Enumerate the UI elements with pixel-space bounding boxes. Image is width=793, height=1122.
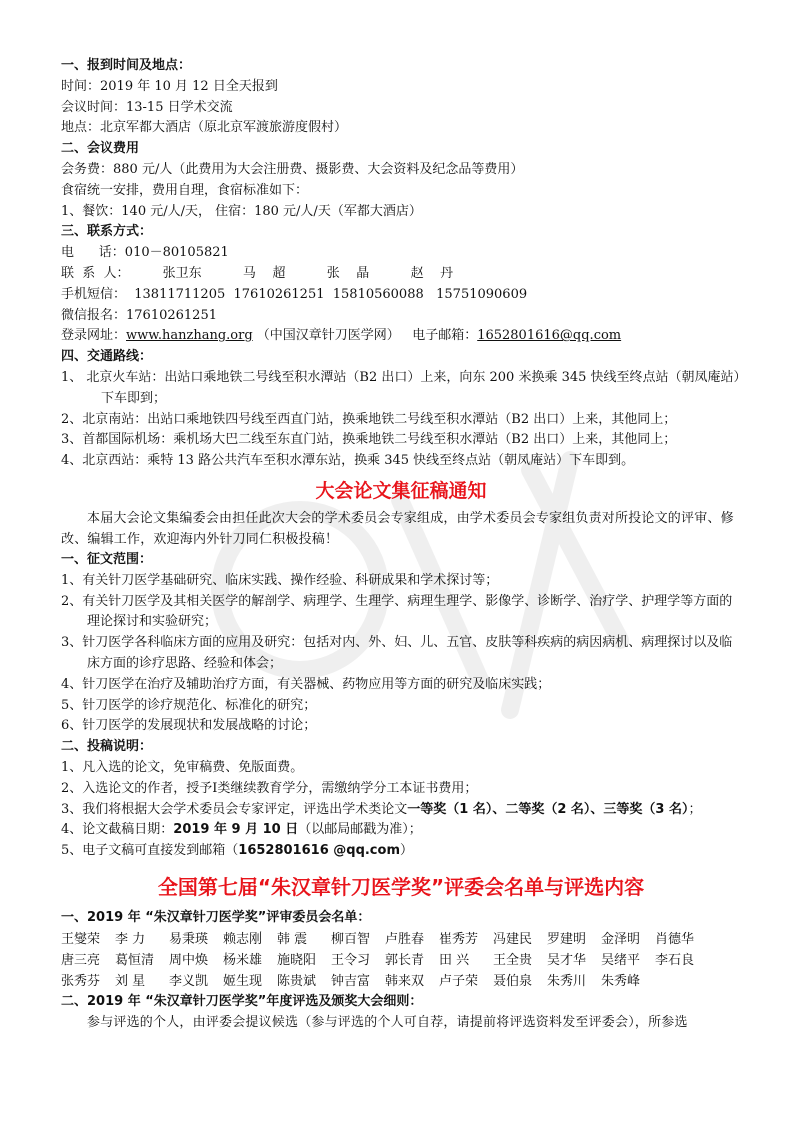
- route-item: 4、北京西站：乘特 13 路公共汽车至积水潭东站，换乘 345 快线至终点站（朝凤庵站）下车即到。: [61, 453, 635, 469]
- award-title: 全国第七届“朱汉章针刀医学奖”评委会名单与评选内容: [157, 874, 645, 899]
- submit-3-suffix: ；: [688, 801, 702, 817]
- section4-heading: 四、交通路线：: [61, 349, 153, 365]
- member-name: 罗建明: [547, 931, 587, 947]
- venue: 地点：北京军都大酒店（原北京军渡旅游度假村）: [61, 120, 348, 136]
- notice-intro: 本届大会论文集编委会由担任此次大会的学术委员会专家组成，由学术委员会专家组负责对所投论文的评审、修改、编辑工作，欢迎海内外针刀同仁积极投稿！: [61, 510, 734, 547]
- submit-item-deadline: [61, 820, 741, 841]
- website-link[interactable]: www.hanzhang.org: [126, 328, 253, 344]
- checkin-time: 时间：2019 年 10 月 12 日全天报到: [61, 78, 278, 94]
- member-name: 聂伯泉: [493, 973, 533, 989]
- member-name: 朱秀峰: [601, 973, 641, 989]
- website-note: （中国汉章针刀医学网） 电子邮箱：: [256, 328, 478, 344]
- section3-heading: 三、联系方式：: [61, 224, 153, 240]
- website-line: [61, 326, 741, 347]
- scope-item: 6、针刀医学的发展现状和发展战略的讨论；: [61, 718, 317, 734]
- member-name: 杨米雄: [223, 952, 263, 968]
- member-name: 卢子荣: [439, 973, 479, 989]
- submit-item: 2、入选论文的作者，授予Ⅰ类继续教育学分，需缴纳学分工本证书费用；: [61, 780, 478, 796]
- member-name: 田 兴: [439, 952, 470, 968]
- phone-line: 电 话：010－80105821: [61, 245, 229, 261]
- email-link[interactable]: 1652801616@qq.com: [477, 328, 622, 344]
- sms-line: 手机短信： 13811711205 17610261251 15810560088 15751090609: [61, 286, 528, 302]
- section1-heading: 一、报到时间及地点：: [61, 58, 192, 73]
- member-name: 冯建民: [493, 931, 533, 947]
- member-name: 赖志刚: [223, 931, 263, 947]
- submit-item: 1、凡入选的论文，免审稿费、免版面费。: [61, 759, 304, 775]
- member-name: 金泽明: [601, 931, 641, 947]
- member-name: 韩 震: [277, 931, 308, 947]
- member-name: 葛恒清: [115, 952, 155, 968]
- contacts-line: 联 系 人： 张卫东 马 超 张 晶 赵 丹: [61, 265, 454, 281]
- committee-heading: 一、2019 年 “朱汉章针刀医学奖”评审委员会名单：: [61, 909, 371, 925]
- member-name: 卢胜春: [385, 931, 425, 947]
- submit-item-email: [61, 841, 741, 862]
- member-name: 韩来双: [385, 973, 425, 989]
- rules-text: 参与评选的个人，由评委会提议候选（参与评选的个人可自荐，请提前将评选资料发至评委会），所参选: [87, 1015, 688, 1031]
- meeting-time: 会议时间：13-15 日学术交流: [61, 99, 233, 115]
- member-name: 吴绪平: [601, 952, 641, 968]
- meal-line: 1、餐饮：140 元/人/天， 住宿：180 元/人/天（军都大酒店）: [61, 203, 422, 219]
- member-name: 钟吉富: [331, 973, 371, 989]
- member-name: 易秉瑛: [169, 931, 209, 947]
- scope-item: 5、针刀医学的诊疗规范化、标准化的研究；: [61, 697, 317, 713]
- award-counts: 一等奖（1 名）、二等奖（2 名）、三等奖（3 名）: [407, 801, 689, 817]
- member-name: 王全贵: [493, 952, 533, 968]
- member-name: 刘 星: [115, 973, 146, 989]
- section2-heading: 二、会议费用: [61, 141, 140, 157]
- document-page: [61, 56, 741, 1033]
- member-name: 柳百智: [331, 931, 371, 947]
- website-label: 登录网址：: [61, 328, 127, 344]
- member-name: 陈贵斌: [277, 973, 317, 989]
- scope-heading: 一、征文范围：: [61, 551, 153, 567]
- names-row: [61, 950, 741, 971]
- member-name: 唐三亮: [61, 952, 101, 968]
- member-name: 姬生现: [223, 973, 263, 989]
- member-name: 郭长青: [385, 952, 425, 968]
- submit-heading: 二、投稿说明：: [61, 739, 153, 755]
- route-item: 3、首都国际机场：乘机场大巴二线至东直门站，换乘地铁二号线至积水潭站（B2 出口）上来，其他同上；: [61, 432, 677, 448]
- submit-4-suffix: （以邮局邮戳为准）；: [298, 822, 422, 838]
- wechat-line: 微信报名：17610261251: [61, 307, 217, 323]
- member-name: 崔秀芳: [439, 931, 479, 947]
- rules-heading: 二、2019 年 “朱汉章针刀医学奖”年度评选及颁奖大会细则：: [61, 993, 423, 1009]
- member-name: 李 力: [115, 931, 146, 947]
- committee-names: [61, 929, 741, 992]
- scope-item: 3、针刀医学各科临床方面的应用及研究：包括对内、外、妇、儿、五官、皮肤等科疾病的病因病机、病理探讨以及临床方面的诊疗思路、经验和体会；: [61, 635, 733, 671]
- submit-item-awards: [61, 800, 741, 821]
- route-item: 1、 北京火车站：出站口乘地铁二号线至积水潭站（B2 出口）上来，向东 200 米换乘 345 快线至终点站（朝凤庵站）下车即到；: [61, 369, 741, 406]
- member-name: 李石良: [655, 952, 695, 968]
- member-name: 施晓阳: [277, 952, 317, 968]
- member-name: 吴才华: [547, 952, 587, 968]
- scope-item: 1、有关针刀医学基础研究、临床实践、操作经验、科研成果和学术探讨等；: [61, 572, 499, 588]
- member-name: 朱秀川: [547, 973, 587, 989]
- submit-5-suffix: ）: [400, 843, 414, 859]
- member-name: 王燮荣: [61, 931, 101, 947]
- submit-email[interactable]: 1652801616 @qq.com: [238, 843, 400, 859]
- member-name: 李义凯: [169, 973, 209, 989]
- fee-line: 会务费：880 元/人（此费用为大会注册费、摄影费、大会资料及纪念品等费用）: [61, 161, 524, 177]
- submit-5-prefix: 5、电子文稿可直接发到邮箱（: [61, 843, 239, 859]
- member-name: 王令习: [331, 952, 371, 968]
- submit-3-prefix: 3、我们将根据大会学术委员会专家评定，评选出学术类论文: [61, 801, 408, 817]
- names-row: [61, 971, 741, 992]
- lodging-line: 食宿统一安排，费用自理，食宿标准如下：: [61, 182, 309, 198]
- route-item: 2、北京南站：出站口乘地铁四号线至西直门站，换乘地铁二号线至积水潭站（B2 出口）上来，其他同上；: [61, 411, 677, 427]
- member-name: 周中焕: [169, 952, 209, 968]
- scope-item: 4、针刀医学在治疗及辅助治疗方面，有关器械、药物应用等方面的研究及临床实践；: [61, 676, 551, 692]
- notice-title: 大会论文集征稿通知: [315, 479, 487, 502]
- member-name: 肖德华: [655, 931, 695, 947]
- member-name: 张秀芬: [61, 973, 101, 989]
- names-row: [61, 929, 741, 950]
- deadline-date: 2019 年 9 月 10 日: [173, 822, 299, 838]
- submit-4-prefix: 4、论文截稿日期：: [61, 822, 174, 838]
- scope-item: 2、有关针刀医学及其相关医学的解剖学、病理学、生理学、病理生理学、影像学、诊断学、治疗学、护理学等方面的理论探讨和实验研究；: [61, 593, 733, 630]
